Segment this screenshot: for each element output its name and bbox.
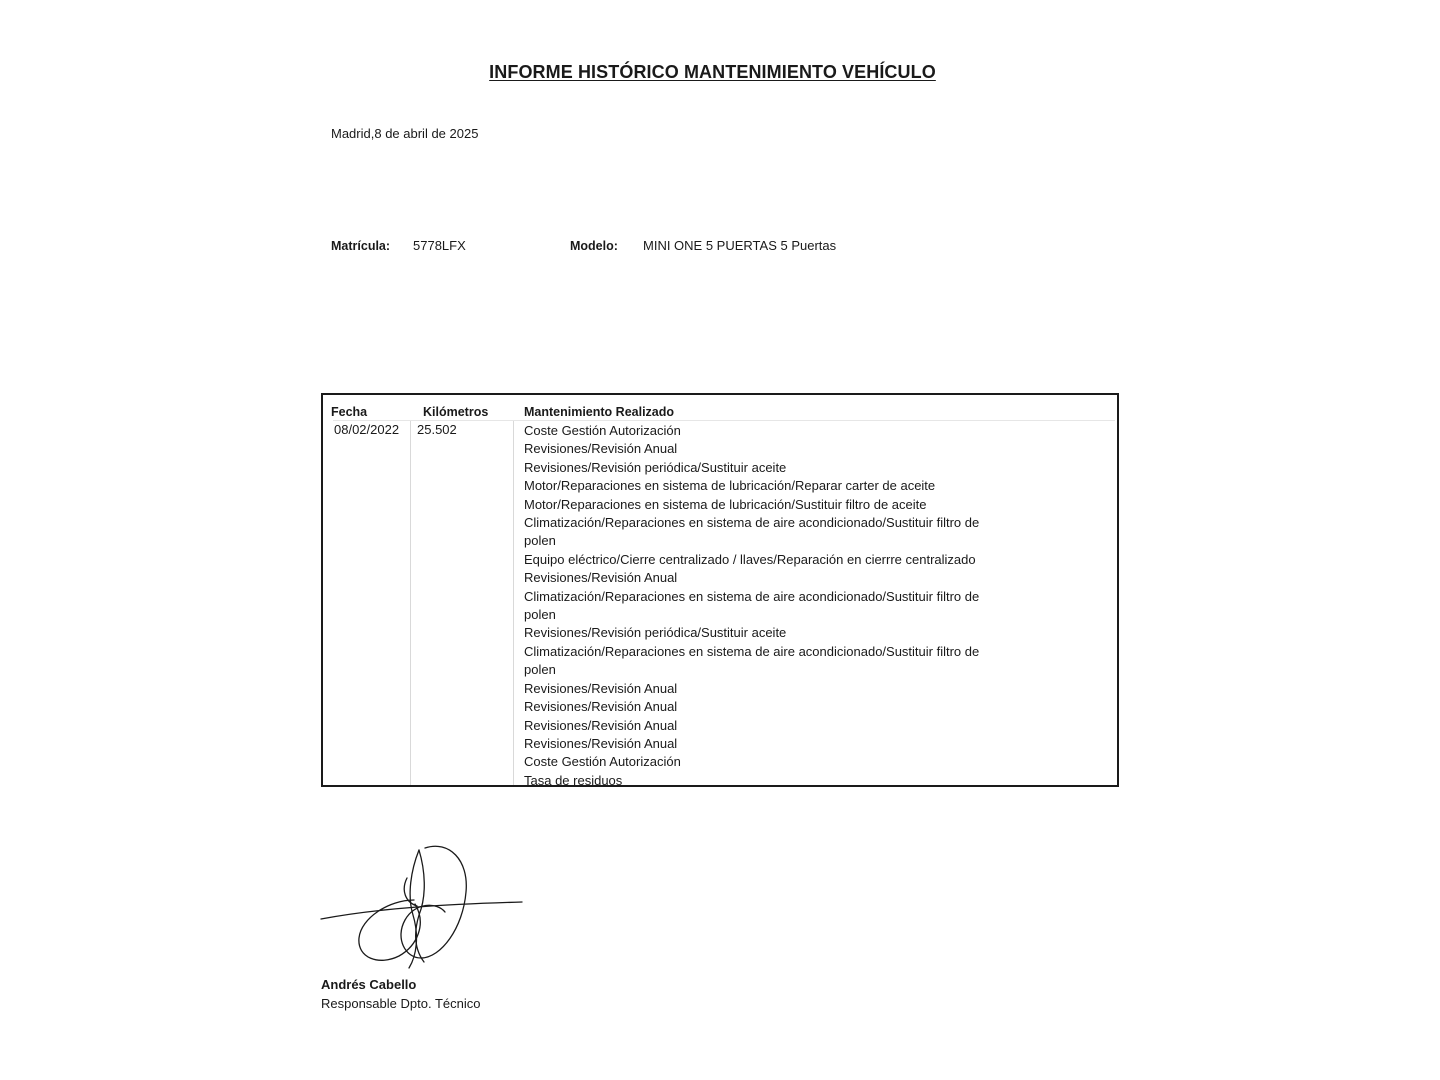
list-item: Revisiones/Revisión Anual [524, 680, 678, 696]
list-item: Motor/Reparaciones en sistema de lubricación/Reparar carter de aceite [524, 478, 936, 494]
list-item: Climatización/Reparaciones en sistema de aire acondicionado/Sustituir filtro de polen [524, 515, 980, 549]
list-item: Equipo eléctrico/Cierre centralizado / llaves/Reparación en cierrre centralizado [524, 551, 976, 567]
list-item: Revisiones/Revisión Anual [524, 735, 678, 751]
header-date: Fecha [331, 405, 368, 419]
maintenance-history-table [321, 393, 1119, 787]
list-item: Tasa de residuos [524, 772, 623, 787]
signer-name: Andrés Cabello [321, 977, 417, 992]
list-item: Climatización/Reparaciones en sistema de aire acondicionado/Sustituir filtro de polen [524, 588, 980, 623]
list-item: Climatización/Reparaciones en sistema de aire acondicionado/Sustituir filtro de polen [524, 643, 980, 678]
plate-value: 5778LFX [413, 238, 466, 253]
row-date: 08/02/2022 [334, 422, 400, 437]
signature-drawing [319, 840, 524, 970]
maintenance-items [524, 422, 1014, 787]
model-label: Modelo: [570, 239, 618, 253]
signer-role: Responsable Dpto. Técnico [321, 996, 481, 1011]
row-km: 25.502 [417, 422, 457, 437]
list-item: Motor/Reparaciones en sistema de lubricación/Sustituir filtro de aceite [524, 496, 927, 512]
header-km: Kilómetros [423, 405, 489, 419]
header-maintenance: Mantenimiento Realizado [524, 405, 675, 419]
list-item: Coste Gestión Autorización [524, 423, 681, 438]
plate-label: Matrícula: [331, 239, 391, 253]
column-divider-date [410, 421, 411, 785]
list-item: Revisiones/Revisión Anual [524, 699, 678, 715]
list-item: Revisiones/Revisión Anual [524, 717, 678, 733]
report-title: INFORME HISTÓRICO MANTENIMIENTO VEHÍCULO [489, 62, 936, 82]
list-item: Revisiones/Revisión Anual [524, 570, 678, 586]
column-divider-km [513, 421, 514, 785]
model-value: MINI ONE 5 PUERTAS 5 Puertas [643, 238, 837, 253]
list-item: Coste Gestión Autorización [524, 754, 681, 770]
list-item: Revisiones/Revisión periódica/Sustituir aceite [524, 625, 787, 641]
list-item: Revisiones/Revisión periódica/Sustituir aceite [524, 459, 787, 475]
list-item: Revisiones/Revisión Anual [524, 441, 678, 457]
place-and-date: Madrid,8 de abril de 2025 [331, 126, 479, 141]
header-divider [333, 420, 1115, 421]
handwritten-signature [319, 840, 524, 970]
